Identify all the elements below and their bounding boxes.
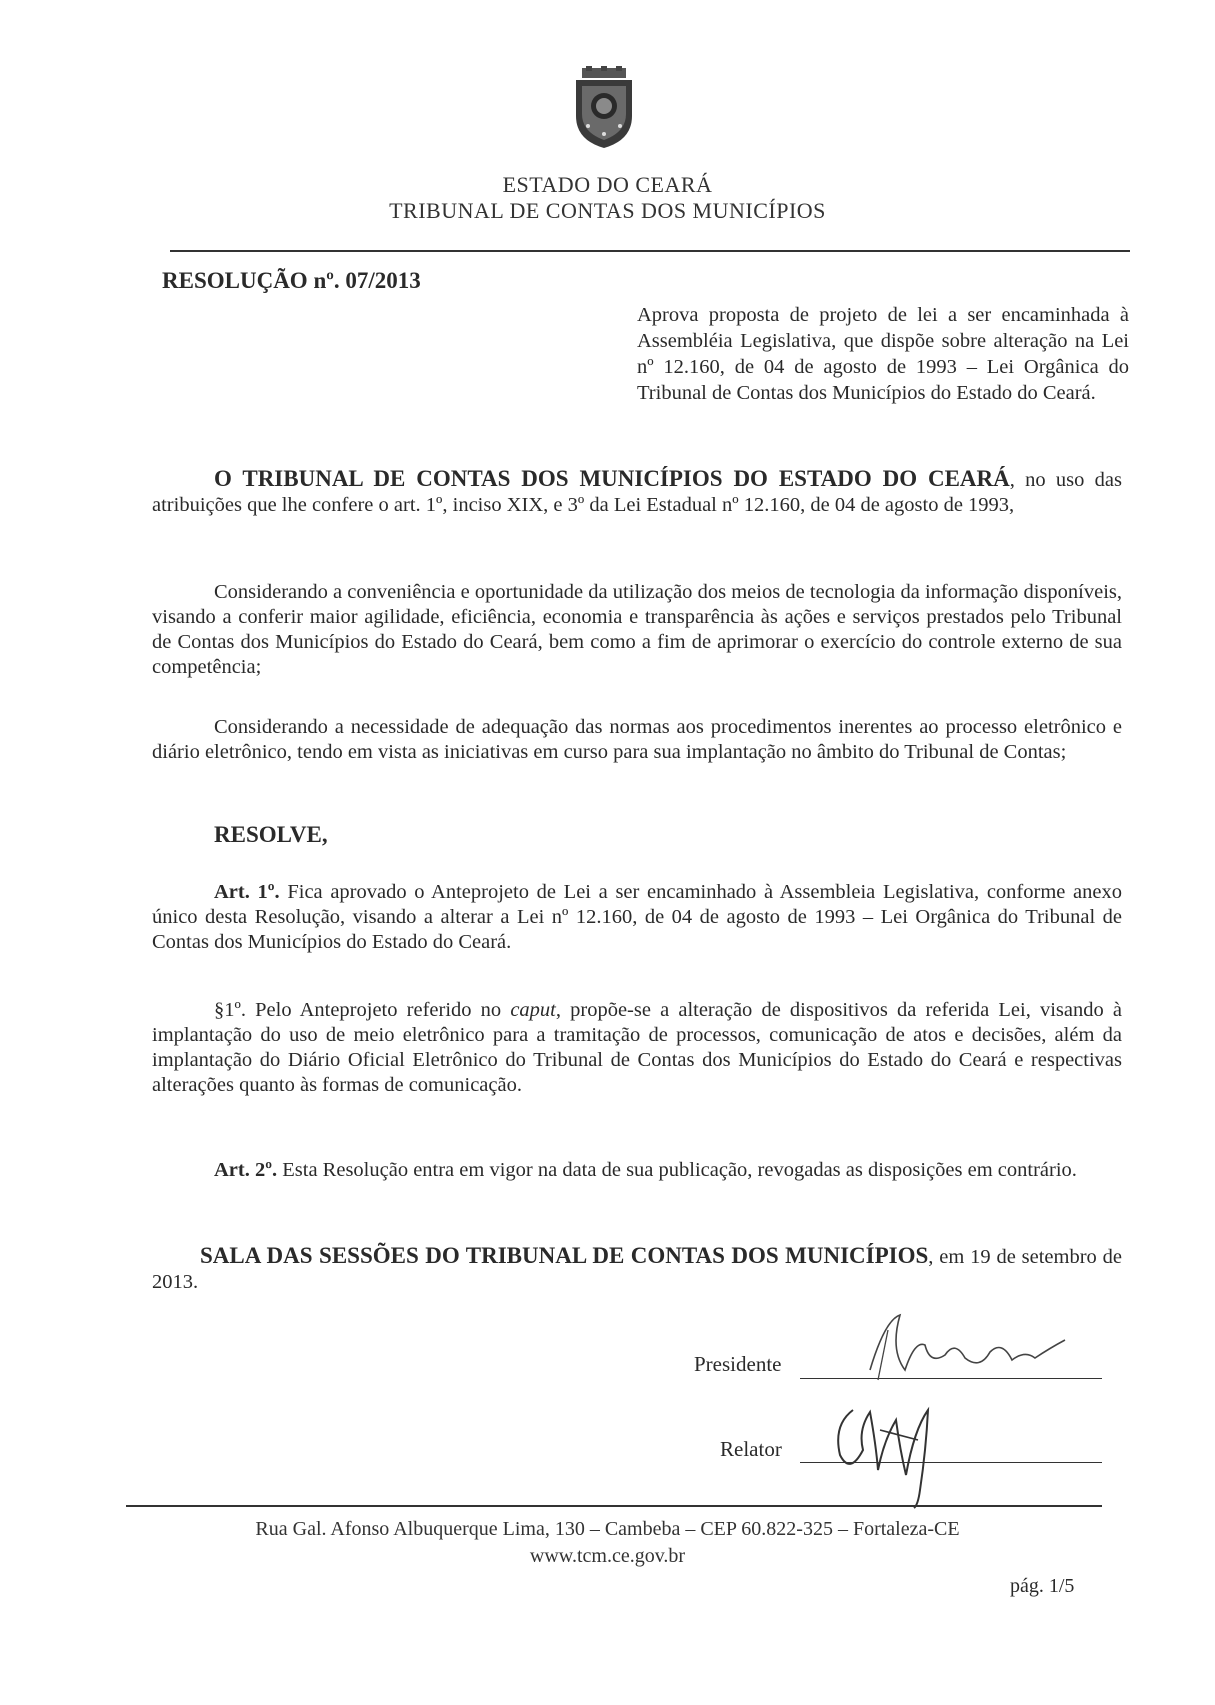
article-1-text: Fica aprovado o Anteprojeto de Lei a ser encaminhado à Assembleia Legislativa, conforme anexo único desta Resolução, visando a alterar a Lei nº 12.160, de 04 de agosto de 1993 – Lei Orgânica do Tribunal de Contas dos Municípios do Estado do Ceará. — [152, 881, 1122, 953]
paragraph-1-label: §1º. — [214, 999, 246, 1021]
intro-paragraph — [152, 466, 1122, 518]
header-court: TRIBUNAL DE CONTAS DOS MUNICÍPIOS — [389, 198, 826, 223]
resolve-heading: RESOLVE, — [214, 822, 328, 847]
caput-term: caput — [510, 999, 556, 1021]
footer-website: www.tcm.ce.gov.br — [529, 1545, 686, 1567]
footer-rule — [126, 1505, 1102, 1507]
session-hall-date: , em 19 de setembro de 2013. — [152, 1246, 1122, 1293]
footer-address: Rua Gal. Afonso Albuquerque Lima, 130 – Cambeba – CEP 60.822-325 – Fortaleza-CE — [255, 1518, 960, 1540]
session-hall-title: SALA DAS SESSÕES DO TRIBUNAL DE CONTAS DOS MUNICÍPIOS — [200, 1243, 929, 1268]
state-coat-of-arms-icon — [568, 66, 640, 150]
rapporteur-label: Relator — [720, 1437, 782, 1461]
article-1-label: Art. 1º. — [214, 881, 280, 903]
rapporteur-signature — [818, 1370, 998, 1510]
page-number: pág. 1/5 — [1010, 1575, 1075, 1597]
header-rule — [170, 250, 1130, 252]
article-2-label: Art. 2º. — [214, 1159, 278, 1181]
article-2-text: Esta Resolução entra em vigor na data de sua publicação, revogadas as disposições em contrário. — [277, 1159, 1077, 1181]
intro-text: , no uso das atribuições que lhe confere o art. 1º, inciso XIX, e 3º da Lei Estadual nº 12.160, de 04 de agosto de 1993, — [152, 469, 1122, 516]
session-hall — [152, 1243, 1122, 1295]
considerando-1: Considerando a conveniência e oportunidade da utilização dos meios de tecnologia da informação disponíveis, visando a conferir maior agilidade, eficiência, economia e transparência às ações e serviços prestados pelo Tribunal de Contas dos Municípios do Estado do Ceará, bem como a fim de aprimorar o exercício do controle externo de sua competência; — [152, 581, 1122, 678]
considerando-2: Considerando a necessidade de adequação das normas aos procedimentos inerentes ao processo eletrônico e diário eletrônico, tendo em vista as iniciativas em curso para sua implantação no âmbito do Tribunal de Contas; — [152, 716, 1122, 763]
header-state: ESTADO DO CEARÁ — [502, 172, 713, 197]
president-label: Presidente — [694, 1352, 782, 1376]
paragraph-1: §1º. Pelo Anteprojeto referido no caput, propõe-se a alteração de dispositivos da referida Lei, visando à implantação do uso de meio eletrônico para a tramitação de processos, comunicação de atos e decisões, além da implantação do Diário Oficial Eletrônico do Tribunal de Contas dos Municípios do Estado do Ceará e respectivas alterações quanto às formas de comunicação. — [152, 999, 1122, 1096]
article-1 — [152, 880, 1122, 955]
intro-court-name: O TRIBUNAL DE CONTAS DOS MUNICÍPIOS DO ESTADO DO CEARÁ — [214, 466, 1010, 491]
article-2 — [152, 1158, 1122, 1183]
resolution-number: RESOLUÇÃO nº. 07/2013 — [162, 268, 421, 293]
resolution-summary: Aprova proposta de projeto de lei a ser encaminhada à Assembléia Legislativa, que dispõe sobre alteração na Lei nº 12.160, de 04 de agosto de 1993 – Lei Orgânica do Tribunal de Contas dos Municípios do Estado do Ceará. — [637, 304, 1129, 404]
